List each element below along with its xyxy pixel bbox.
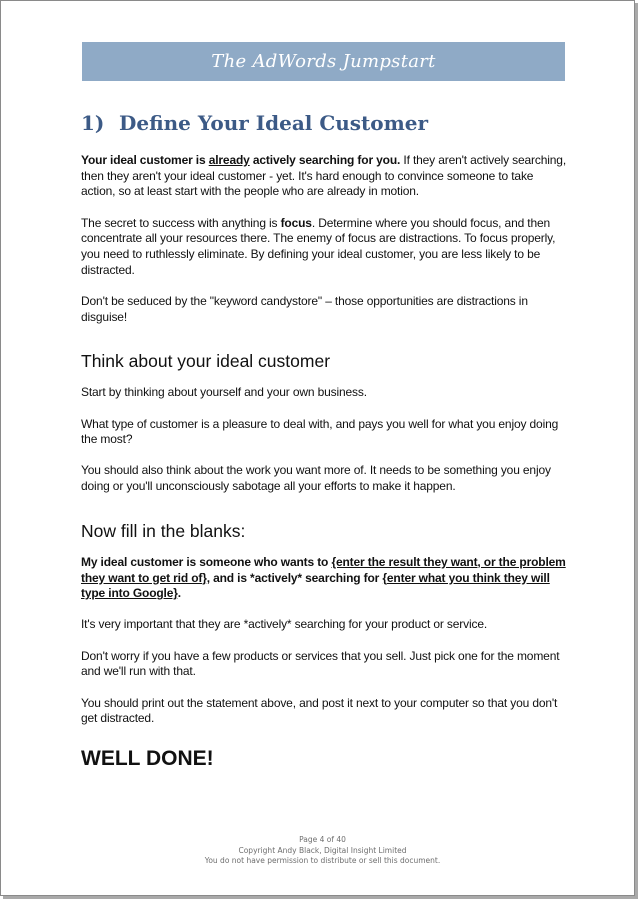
statement-blank-1: {enter the result they want, or the problem they want to get rid of} [81, 554, 566, 585]
statement-part-1: My ideal customer is someone who wants to [81, 554, 332, 569]
blanks-paragraph-3: You should print out the statement above, and post it next to your computer so that you don't get distracted. [81, 695, 558, 726]
footer-copyright: Copyright Andy Black, Digital Insight Limited [238, 845, 407, 855]
section-heading [81, 111, 428, 135]
header-banner [82, 42, 565, 81]
intro-paragraph [81, 153, 567, 200]
footer-notice: You do not have permission to distribute or sell this document. [204, 856, 441, 865]
think-paragraph-1: Start by thinking about yourself and your own business. [81, 385, 367, 400]
blanks-heading: Now fill in the blanks: [81, 520, 246, 541]
candystore-paragraph: Don't be seduced by the "keyword candystore" – those opportunities are distractions in disguise! [81, 293, 528, 324]
blanks-paragraph-2: Don't worry if you have a few products or services that you sell. Just pick one for the moment and we'll run with that. [81, 648, 560, 679]
ideal-customer-statement [81, 555, 567, 602]
statement-part-3: . [177, 586, 181, 601]
intro-bold-underlined: already [208, 153, 250, 167]
body-content [81, 153, 567, 771]
think-paragraph-3: You should also think about the work you want more of. It needs to be something you enjoy doing or you'll unconsciously sabotage all your efforts to make it happen. [81, 463, 551, 494]
intro-rest: If they aren't actively searching, then they aren't your ideal customer - yet. It's hard enough to convince someone to take action, so at least start with the people who are already in motion. [81, 153, 567, 199]
statement-blank-2: {enter what you think they will type into Google} [81, 570, 550, 601]
footer-page-number: Page 4 of 40 [299, 835, 346, 844]
focus-paragraph [81, 216, 567, 279]
statement-part-2: , and is *actively* searching for [206, 570, 383, 585]
blanks-paragraph-1: It's very important that they are *actively* searching for your product or service. [81, 617, 488, 632]
page-footer [1, 835, 643, 867]
focus-bold: focus [280, 215, 312, 230]
focus-after: . Determine where you should focus, and then concentrate all your resources there. The enemy of focus are distractions. To focus properly, you need to ruthlessly eliminate. By defining your ideal customer, you are less likely to be distracted. [81, 215, 556, 277]
intro-bold-end: actively searching for you. [249, 153, 401, 167]
banner-title: The AdWords Jumpstart [211, 51, 436, 72]
section-number: 1) [81, 111, 105, 135]
well-done-heading: WELL DONE! [81, 746, 214, 770]
think-paragraph-2: What type of customer is a pleasure to deal with, and pays you well for what you enjoy doing the most? [81, 416, 559, 447]
focus-before: The secret to success with anything is [81, 215, 281, 230]
intro-bold-start: Your ideal customer is [81, 153, 209, 167]
think-heading: Think about your ideal customer [81, 351, 331, 372]
section-title: Define Your Ideal Customer [119, 111, 429, 135]
